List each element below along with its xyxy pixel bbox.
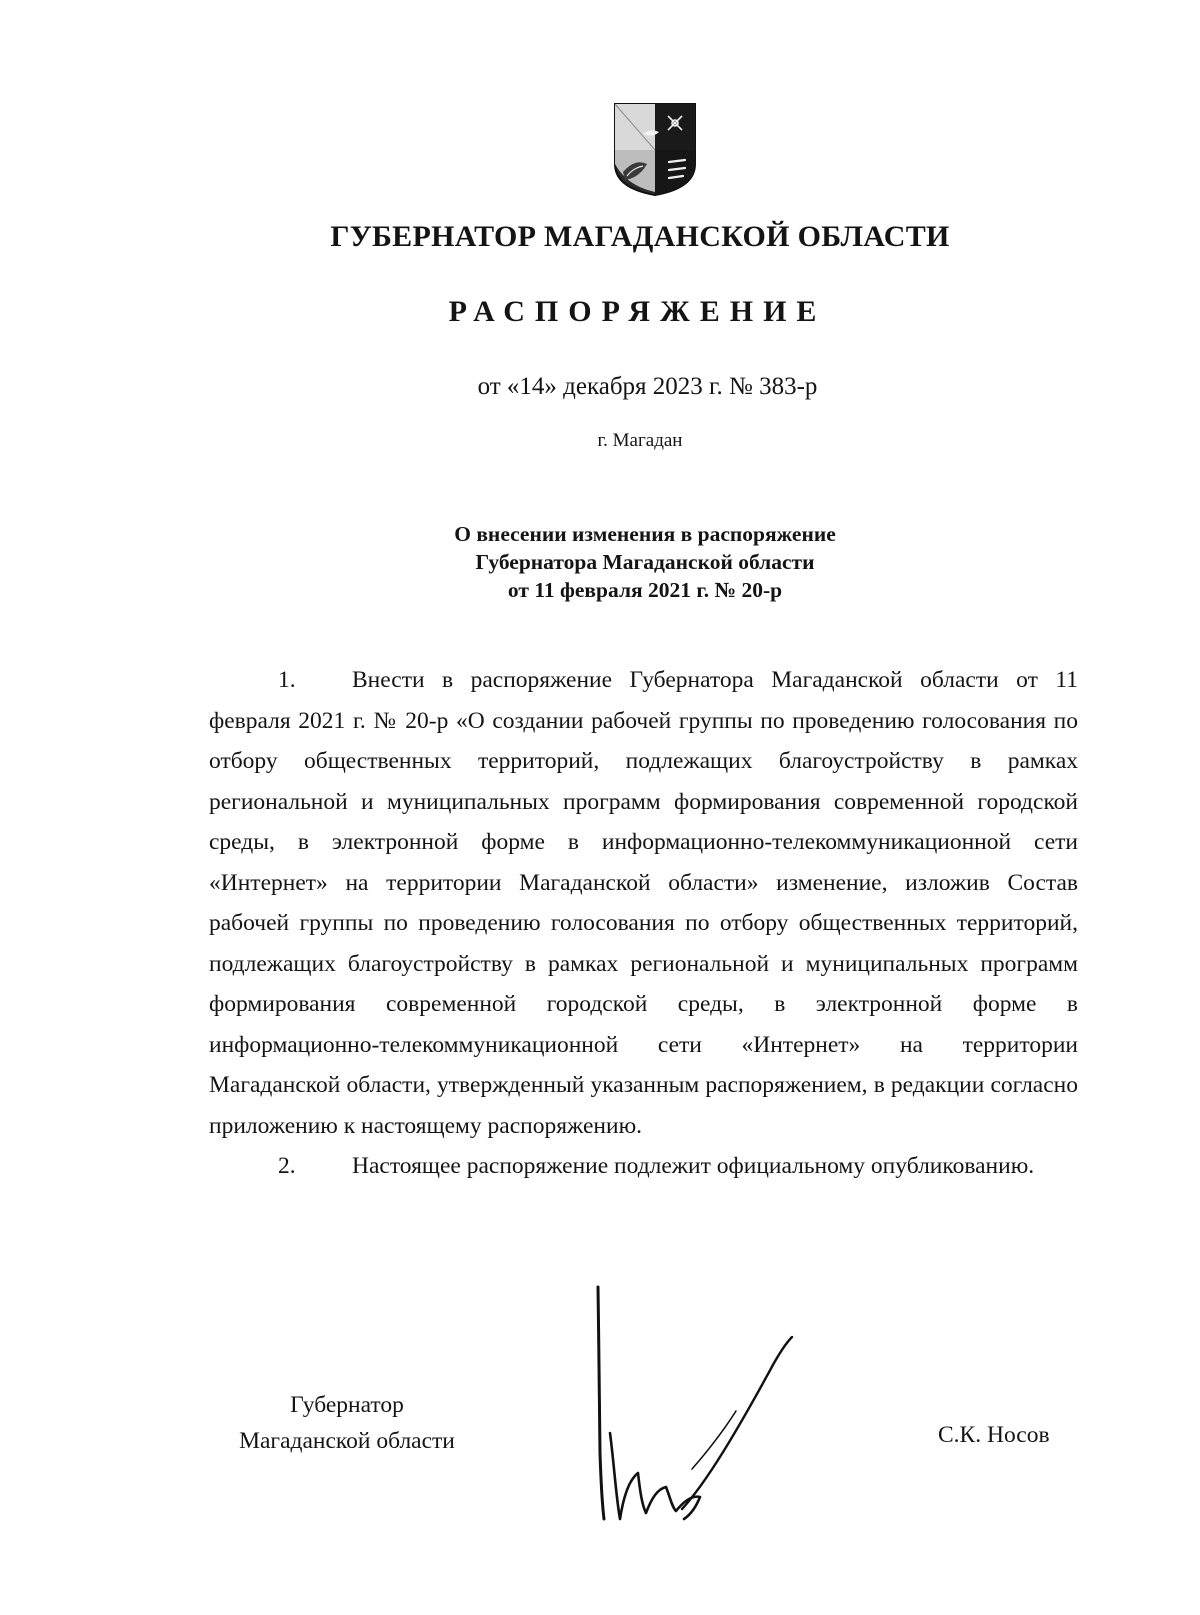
signer-position-line: Магаданской области	[239, 1428, 455, 1454]
signer-position	[212, 1387, 482, 1459]
subject-line: Губернатора Магаданской области	[475, 550, 815, 574]
body-paragraph-2	[209, 1146, 1078, 1187]
document-type-title: РАСПОРЯЖЕНИЕ	[448, 295, 827, 328]
document-date-number: от «14» декабря 2023 г. № 383-р	[477, 373, 818, 400]
subject-line: от 11 февраля 2021 г. № 20-р	[507, 578, 783, 602]
paragraph-text: Внести в распоряжение Губернатора Магаданской области от 11 февраля 2021 г. № 20-р «О создании рабочей группы по проведению голосования по отбору общественных территорий, подлежащих благоустройству в рамках региональной и муниципальных программ формирования современной городской среды, в электронной форме в информационно-телекоммуникационной сети «Интернет» на территории Магаданской области» изменение, изложив Состав рабочей группы по проведению голосования по отбору общественных территорий, подлежащих благоустройству в рамках региональной и муниципальных программ формирования современной городской среды, в электронной форме в информационно-телекоммуникационной сети «Интернет» на территории Магаданской области, утвержденный указанным распоряжением, в редакции согласно приложению к настоящему распоряжению.	[209, 667, 1078, 1139]
subject-line: О внесении изменения в распоряжение	[454, 522, 836, 546]
signer-name: С.К. Носов	[938, 1422, 1050, 1448]
authority-title: ГУБЕРНАТОР МАГАДАНСКОЙ ОБЛАСТИ	[330, 220, 950, 253]
handwritten-signature-icon	[596, 1283, 806, 1543]
coat-of-arms-icon	[613, 102, 697, 197]
paragraph-number: 1.	[278, 667, 296, 693]
document-city: г. Магадан	[597, 430, 683, 451]
paragraph-number: 2.	[278, 1153, 296, 1179]
document-body	[209, 660, 1078, 1187]
body-paragraph-1	[209, 660, 1078, 1146]
signer-position-line: Губернатор	[290, 1392, 404, 1418]
paragraph-text: Настоящее распоряжение подлежит официальному опубликованию.	[352, 1153, 1035, 1179]
document-subject	[0, 520, 1200, 604]
